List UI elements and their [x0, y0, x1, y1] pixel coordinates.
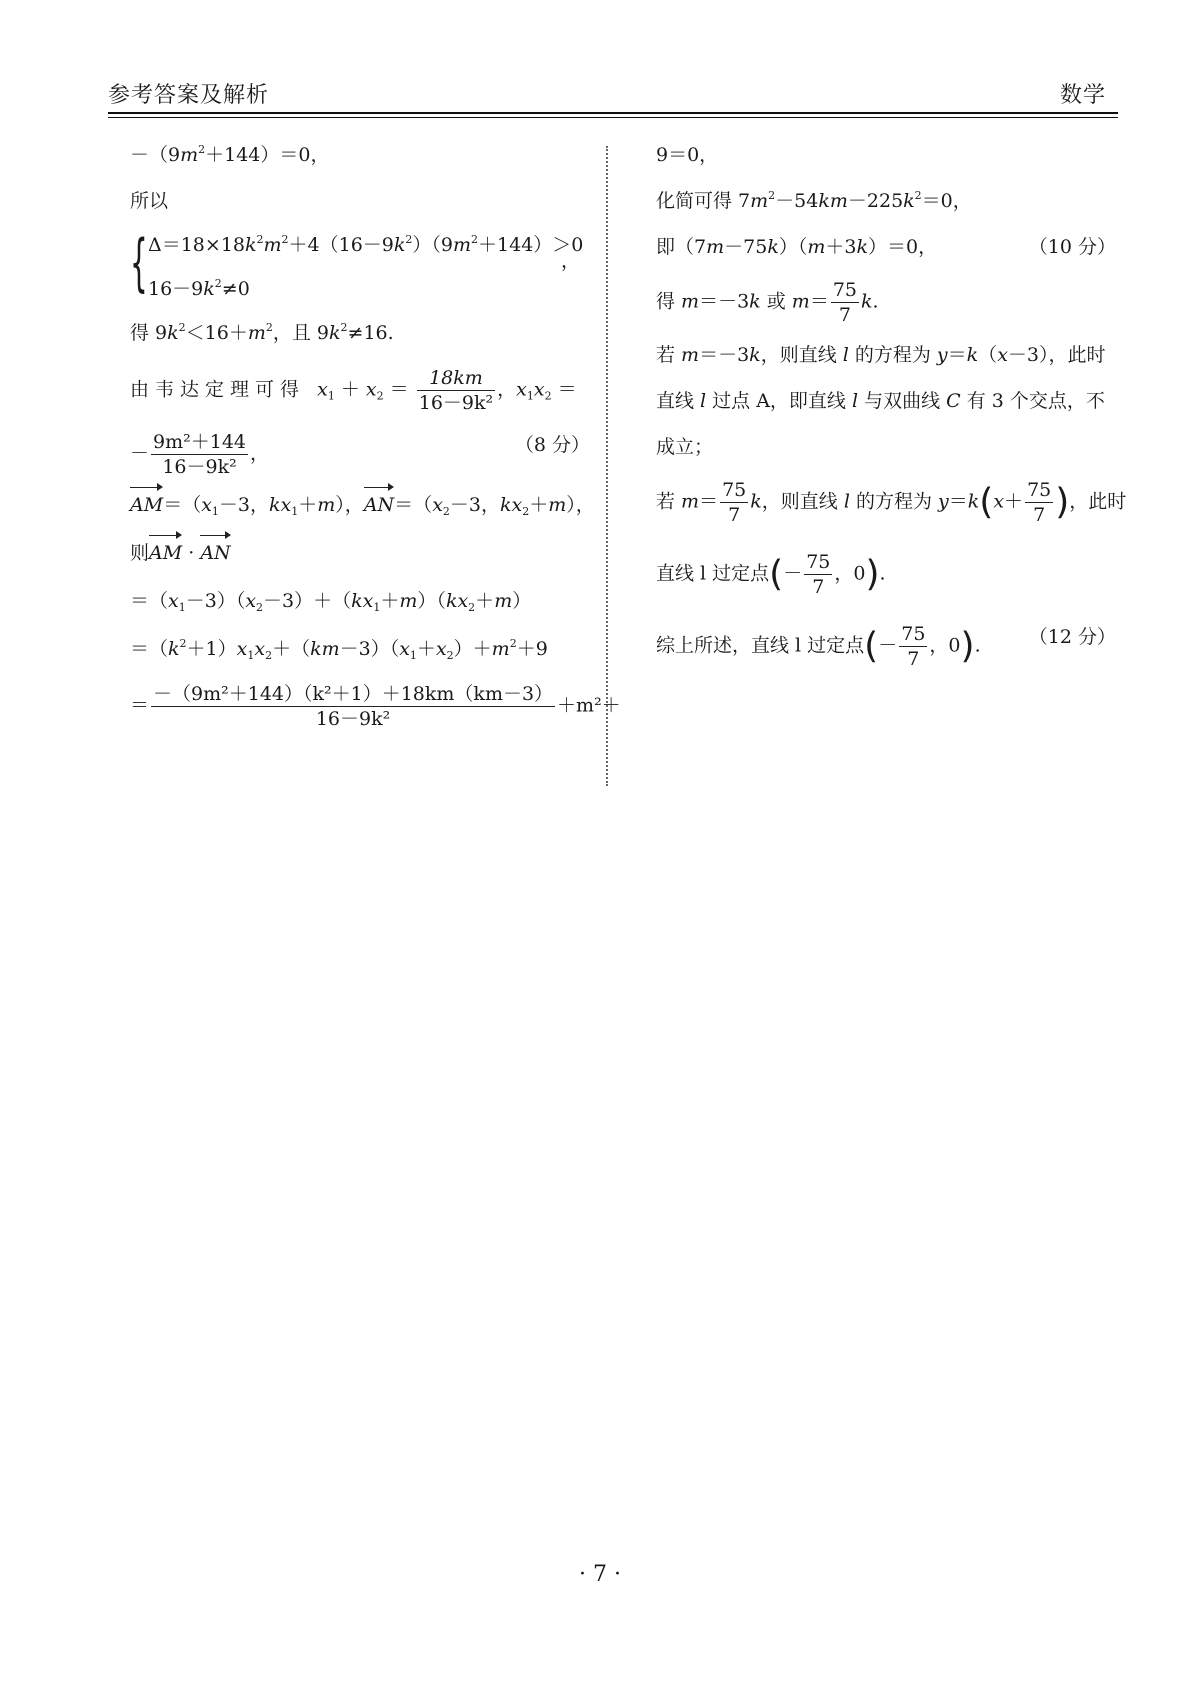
system-line-b: $16-9k^2\ne 0$ [148, 277, 250, 300]
header-rule-thick [108, 112, 1118, 114]
left-line-5: － $\frac{\text{9m²＋144}}{\text{16－9k²}}$ ， （8 分） [130, 431, 590, 478]
header-rule-thin [108, 117, 1118, 118]
left-line-9: $=(k^2+1)x_1x_2+(km-3)(x_1+x_2)+m^2+9$ [130, 637, 548, 662]
right-line-7: 成立； [656, 436, 714, 458]
left-line-8: $=(x_1-3)(x_2-3)+(kx_1+m)(kx_2+m)$ [130, 590, 532, 614]
score-10: （10 分） [1028, 236, 1116, 258]
right-line-1: 9＝0， [656, 144, 719, 166]
right-line-9: 直线 l 过定点(－ $\frac{75}{7}$ ，0). [656, 551, 886, 598]
vieta-sum-fraction: $\frac{18km}{\text{16－9k²}}$ [418, 367, 494, 414]
right-line-6: 直线 l 过点 A，即直线 l 与双曲线 C 有 3 个交点，不 [656, 390, 1105, 412]
fraction-75-7: $\frac{75}{7}$ [832, 279, 858, 326]
dot-product-fraction: $\frac{\text{－（9m²＋144）（k²＋1）＋18km（km－3）}}{\text{16－9k²}}$ [153, 683, 554, 730]
left-line-10: ＝ $\frac{\text{－（9m²＋144）（k²＋1）＋18km（km－3）}}{\text{16－9k²}}$ ＋m²＋ [130, 683, 621, 730]
right-line-5: 若 m＝－3k，则直线 l 的方程为 y＝k（x－3），此时 [656, 344, 1106, 366]
score-12: （12 分） [1028, 626, 1116, 648]
header-subject: 数学 [1059, 83, 1106, 108]
left-line-1: $-(9m^2+144)=0$， [130, 143, 330, 166]
system-line-a: $\Delta=18\times 18k^2m^2+4(16-9k^2)(9m^2+144)>0$ [148, 233, 584, 256]
left-line-7: 则AM · AN [130, 538, 590, 568]
right-line-10: 综上所述，直线 l 过定点(－ $\frac{75}{7}$ ，0). （12 分） [656, 623, 1116, 670]
page-number: · 7 · [579, 1562, 621, 1587]
vieta-prefix: 由韦达定理可得 [130, 378, 306, 401]
page-header [108, 72, 1118, 106]
right-line-4: 得 m＝－3k 或 m＝ $\frac{75}{7}$ k. [656, 279, 879, 326]
score-8: （8 分） [514, 434, 590, 456]
system-brace: { [130, 226, 148, 299]
right-line-2: 化简可得 $7m^2-54km-225k^2=0$， [656, 189, 972, 212]
left-line-6: $AM=(x_1-3$，$kx_1+m$），$AN=(x_2-3$，$kx_2+m$）， [130, 490, 590, 520]
left-line-4: 由韦达定理可得 $x_1 + x_2$ ＝ $\frac{18km}{\text{16－9k²}}$ ，$x_1x_2$ ＝ [130, 367, 577, 414]
header-title: 参考答案及解析 [108, 83, 270, 108]
vieta-product-fraction: $\frac{\text{9m²＋144}}{\text{16－9k²}}$ [153, 431, 247, 478]
right-line-3: 即（7m－75k）（m＋3k）＝0， （10 分） [656, 232, 1116, 262]
equation-system [130, 226, 590, 300]
left-line-2: 所以 [130, 190, 169, 212]
right-line-8: 若 m＝ $\frac{75}{7}$ k，则直线 l 的方程为 y＝k(x＋ $\frac{75}{7}$ )，此时 [656, 479, 1127, 526]
left-line-3: 得 $9k^2<16+m^2$，且 $9k^2\ne 16$. [130, 321, 394, 344]
system-comma: ， [560, 250, 580, 272]
